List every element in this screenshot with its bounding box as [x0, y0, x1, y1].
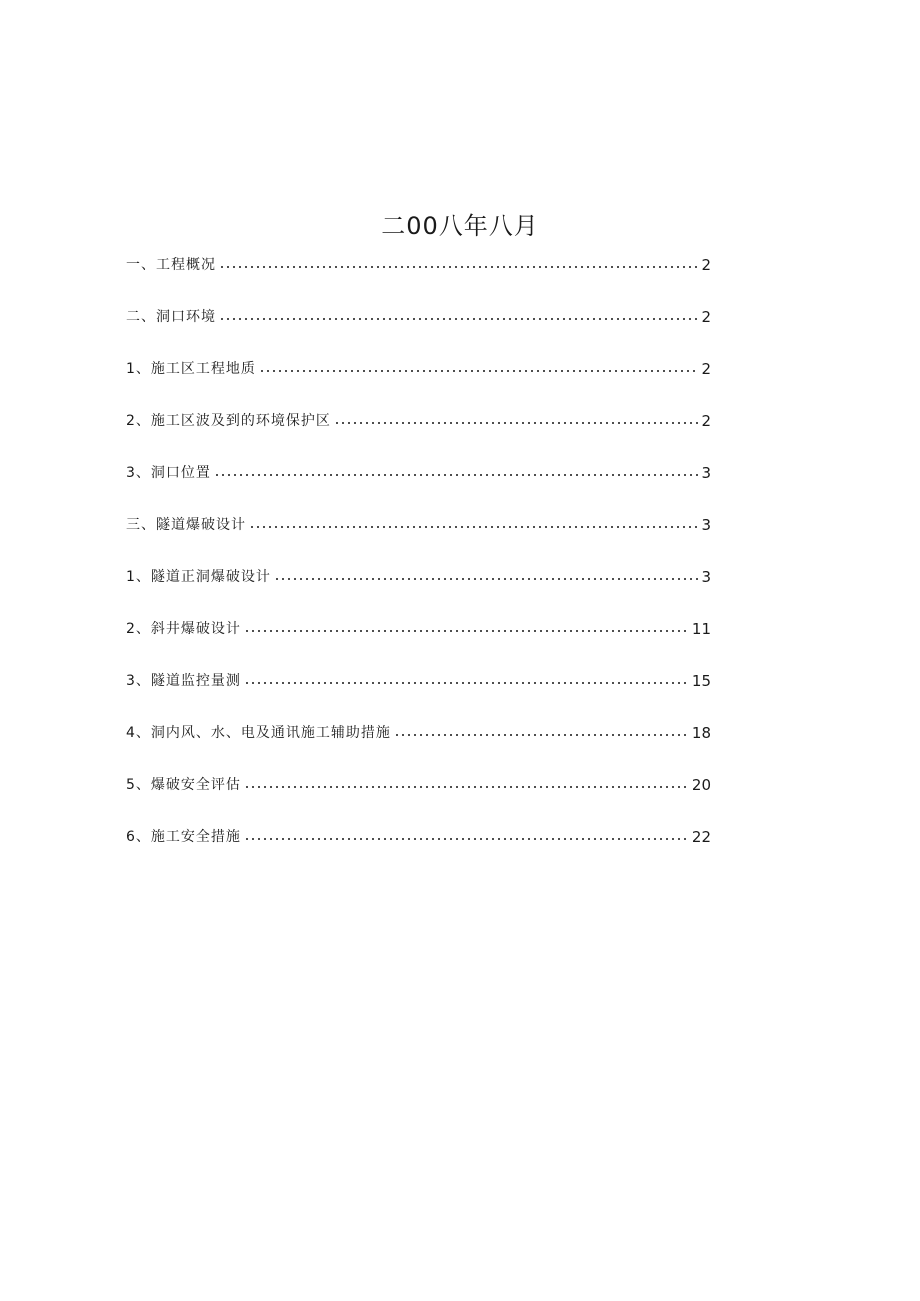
toc-entry-label: 3、隧道监控量测	[126, 673, 241, 689]
toc-dot-leader	[214, 468, 699, 482]
toc-entry-page: 2	[701, 412, 711, 430]
toc-entry-page: 3	[701, 568, 711, 586]
toc-entry[interactable]	[126, 239, 711, 291]
toc-entry-label: 一、工程概况	[126, 257, 216, 273]
toc-dot-leader	[219, 312, 698, 326]
toc-entry-label: 1、隧道正洞爆破设计	[126, 569, 271, 585]
toc-entry-page: 2	[701, 308, 711, 326]
toc-entry[interactable]	[126, 707, 711, 759]
toc-dot-leader	[244, 780, 689, 794]
toc-entry-label: 2、施工区波及到的环境保护区	[126, 413, 331, 429]
toc-entry[interactable]	[126, 447, 711, 499]
toc-entry-label: 6、施工安全措施	[126, 829, 241, 845]
toc-entry-page: 3	[701, 464, 711, 482]
toc-entry-page: 3	[701, 516, 711, 534]
toc-entry-page: 2	[701, 256, 711, 274]
toc-entry[interactable]	[126, 811, 711, 863]
toc-entry-page: 15	[691, 672, 711, 690]
toc-entry-label: 1、施工区工程地质	[126, 361, 256, 377]
toc-dot-leader	[334, 416, 699, 430]
toc-entry[interactable]	[126, 395, 711, 447]
toc-entry[interactable]	[126, 551, 711, 603]
toc-entry[interactable]	[126, 499, 711, 551]
toc-entry-page: 20	[691, 776, 711, 794]
toc-entry-page: 2	[701, 360, 711, 378]
toc-entry-label: 3、洞口位置	[126, 465, 211, 481]
toc-entry-label: 4、洞内风、水、电及通讯施工辅助措施	[126, 725, 391, 741]
toc-entry-label: 2、斜井爆破设计	[126, 621, 241, 637]
toc-dot-leader	[244, 676, 689, 690]
toc-dot-leader	[249, 520, 698, 534]
toc-entry[interactable]	[126, 603, 711, 655]
toc-entry[interactable]	[126, 759, 711, 811]
toc-entry-label: 三、隧道爆破设计	[126, 517, 246, 533]
toc-entry[interactable]	[126, 291, 711, 343]
table-of-contents	[126, 239, 711, 863]
toc-dot-leader	[274, 572, 699, 586]
toc-entry[interactable]	[126, 343, 711, 395]
toc-entry-page: 22	[691, 828, 711, 846]
toc-entry[interactable]	[126, 655, 711, 707]
toc-dot-leader	[244, 624, 689, 638]
toc-dot-leader	[259, 364, 699, 378]
toc-entry-page: 11	[691, 620, 711, 638]
toc-entry-label: 二、洞口环境	[126, 309, 216, 325]
toc-entry-page: 18	[691, 724, 711, 742]
page-title: 二00八年八月	[381, 212, 539, 240]
toc-entry-label: 5、爆破安全评估	[126, 777, 241, 793]
toc-dot-leader	[244, 832, 689, 846]
toc-dot-leader	[219, 260, 698, 274]
toc-dot-leader	[394, 728, 689, 742]
